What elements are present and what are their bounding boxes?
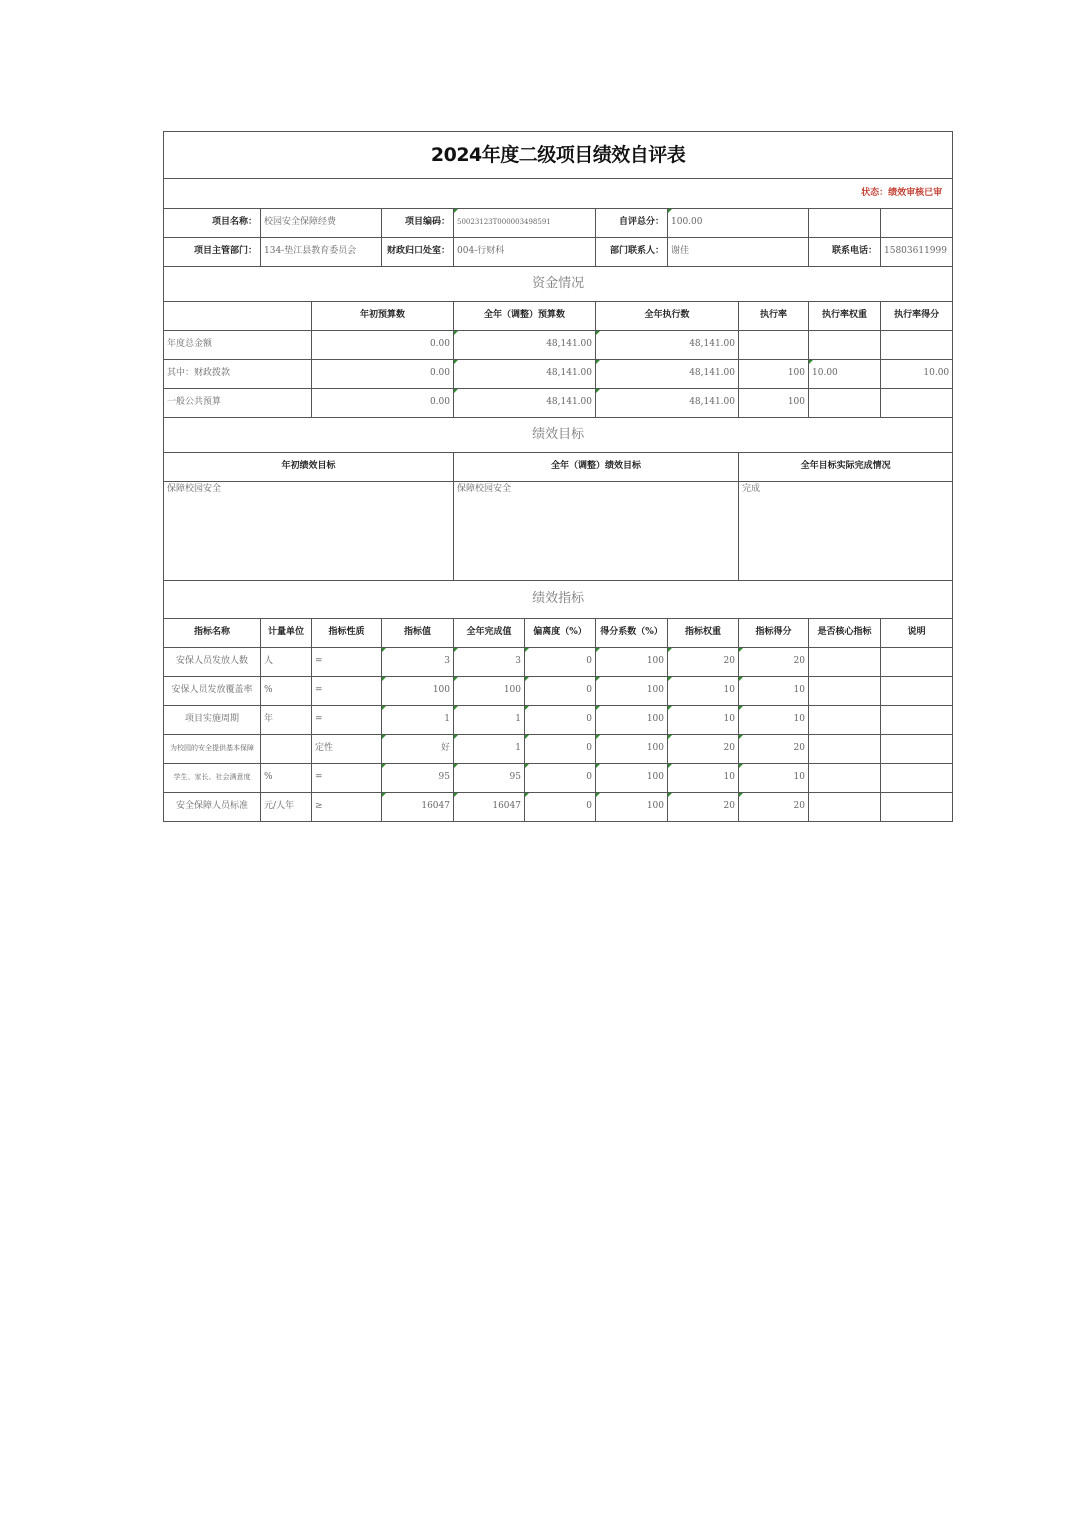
ind-weight: 20 — [668, 793, 739, 822]
goal-adjusted: 保障校园安全 — [454, 482, 739, 581]
ind-header-done: 全年完成值 — [454, 619, 525, 648]
ind-coef: 100 — [596, 677, 668, 706]
goal-actual: 完成 — [739, 482, 953, 581]
ind-target: 3 — [382, 648, 454, 677]
ind-coef: 100 — [596, 735, 668, 764]
funds-adjusted: 48,141.00 — [454, 331, 596, 360]
ind-score: 20 — [739, 793, 809, 822]
ind-core — [809, 706, 881, 735]
ind-name: 项目实施周期 — [164, 706, 261, 735]
ind-core — [809, 735, 881, 764]
funds-score — [881, 331, 953, 360]
evaluation-table — [163, 131, 953, 822]
ind-header-unit: 计量单位 — [261, 619, 312, 648]
funds-score: 10.00 — [881, 360, 953, 389]
ind-header-target: 指标值 — [382, 619, 454, 648]
ind-unit: % — [261, 764, 312, 793]
funds-rate — [739, 331, 809, 360]
table-row — [164, 331, 953, 360]
ind-weight: 20 — [668, 735, 739, 764]
project-name-value: 校园安全保障经费 — [261, 209, 382, 238]
ind-coef: 100 — [596, 648, 668, 677]
goals-section-title: 绩效目标 — [164, 418, 953, 453]
ind-note — [881, 764, 953, 793]
empty-cell — [164, 302, 312, 331]
phone-label: 联系电话： — [809, 238, 881, 267]
ind-deviation: 0 — [525, 764, 596, 793]
funds-weight — [809, 331, 881, 360]
ind-coef: 100 — [596, 793, 668, 822]
ind-done: 100 — [454, 677, 525, 706]
ind-note — [881, 793, 953, 822]
ind-note — [881, 648, 953, 677]
funds-row-label: 年度总金额 — [164, 331, 312, 360]
funds-header-adjusted: 全年（调整）预算数 — [454, 302, 596, 331]
page-title: 2024年度二级项目绩效自评表 — [164, 132, 953, 179]
ind-nature: = — [312, 677, 382, 706]
ind-unit: 年 — [261, 706, 312, 735]
ind-deviation: 0 — [525, 706, 596, 735]
goal-initial: 保障校园安全 — [164, 482, 454, 581]
ind-target: 16047 — [382, 793, 454, 822]
ind-header-coef: 得分系数（%） — [596, 619, 668, 648]
ind-core — [809, 677, 881, 706]
ind-unit: 元/人年 — [261, 793, 312, 822]
funds-initial: 0.00 — [312, 360, 454, 389]
ind-done: 1 — [454, 706, 525, 735]
ind-name: 安保人员发放人数 — [164, 648, 261, 677]
ind-deviation: 0 — [525, 677, 596, 706]
funds-executed: 48,141.00 — [596, 331, 739, 360]
ind-done: 95 — [454, 764, 525, 793]
funds-rate: 100 — [739, 360, 809, 389]
table-row — [164, 706, 953, 735]
funds-header-executed: 全年执行数 — [596, 302, 739, 331]
ind-target: 95 — [382, 764, 454, 793]
dept-value: 134-垫江县教育委员会 — [261, 238, 382, 267]
goals-header-initial: 年初绩效目标 — [164, 453, 454, 482]
goals-header-actual: 全年目标实际完成情况 — [739, 453, 953, 482]
funds-executed: 48,141.00 — [596, 389, 739, 418]
ind-unit: 人 — [261, 648, 312, 677]
ind-weight: 10 — [668, 677, 739, 706]
ind-header-deviation: 偏离度（%） — [525, 619, 596, 648]
table-row — [164, 389, 953, 418]
ind-nature: = — [312, 648, 382, 677]
ind-core — [809, 648, 881, 677]
funds-header-initial: 年初预算数 — [312, 302, 454, 331]
ind-note — [881, 735, 953, 764]
ind-coef: 100 — [596, 706, 668, 735]
status-badge: 状态：绩效审核已审 — [164, 179, 953, 209]
funds-score — [881, 389, 953, 418]
ind-score: 10 — [739, 764, 809, 793]
funds-initial: 0.00 — [312, 389, 454, 418]
table-row — [164, 360, 953, 389]
ind-score: 10 — [739, 677, 809, 706]
ind-name: 安全保障人员标准 — [164, 793, 261, 822]
funds-adjusted: 48,141.00 — [454, 360, 596, 389]
project-code-label: 项目编码： — [382, 209, 454, 238]
table-row — [164, 793, 953, 822]
funds-weight: 10.00 — [809, 360, 881, 389]
ind-done: 3 — [454, 648, 525, 677]
table-row — [164, 677, 953, 706]
ind-target: 好 — [382, 735, 454, 764]
funds-executed: 48,141.00 — [596, 360, 739, 389]
funds-row-label: 其中：财政拨款 — [164, 360, 312, 389]
self-score-label: 自评总分： — [596, 209, 668, 238]
ind-unit: % — [261, 677, 312, 706]
ind-name: 学生、家长、社会满意度 — [164, 764, 261, 793]
funds-weight — [809, 389, 881, 418]
ind-deviation: 0 — [525, 735, 596, 764]
ind-target: 1 — [382, 706, 454, 735]
ind-nature: 定性 — [312, 735, 382, 764]
indicators-section-title: 绩效指标 — [164, 581, 953, 619]
office-label: 财政归口处室： — [382, 238, 454, 267]
project-code-value: 50023123T000003498591 — [454, 209, 596, 238]
ind-nature: = — [312, 764, 382, 793]
self-score-value: 100.00 — [668, 209, 809, 238]
funds-adjusted: 48,141.00 — [454, 389, 596, 418]
performance-sheet — [163, 131, 952, 822]
ind-nature: = — [312, 706, 382, 735]
dept-label: 项目主管部门： — [164, 238, 261, 267]
ind-deviation: 0 — [525, 793, 596, 822]
funds-row-label: 一般公共预算 — [164, 389, 312, 418]
ind-note — [881, 677, 953, 706]
empty-cell — [809, 209, 881, 238]
ind-core — [809, 793, 881, 822]
ind-nature: ≥ — [312, 793, 382, 822]
ind-note — [881, 706, 953, 735]
ind-header-core: 是否核心指标 — [809, 619, 881, 648]
funds-rate: 100 — [739, 389, 809, 418]
phone-value: 15803611999 — [881, 238, 953, 267]
ind-score: 10 — [739, 706, 809, 735]
table-row — [164, 764, 953, 793]
ind-score: 20 — [739, 735, 809, 764]
ind-coef: 100 — [596, 764, 668, 793]
table-row — [164, 648, 953, 677]
ind-score: 20 — [739, 648, 809, 677]
funds-header-weight: 执行率权重 — [809, 302, 881, 331]
contact-label: 部门联系人： — [596, 238, 668, 267]
funds-initial: 0.00 — [312, 331, 454, 360]
ind-header-score: 指标得分 — [739, 619, 809, 648]
ind-header-nature: 指标性质 — [312, 619, 382, 648]
table-row — [164, 735, 953, 764]
office-value: 004-行财科 — [454, 238, 596, 267]
ind-header-name: 指标名称 — [164, 619, 261, 648]
ind-name: 安保人员发放覆盖率 — [164, 677, 261, 706]
ind-weight: 10 — [668, 706, 739, 735]
funds-section-title: 资金情况 — [164, 267, 953, 302]
ind-done: 1 — [454, 735, 525, 764]
goals-header-adjusted: 全年（调整）绩效目标 — [454, 453, 739, 482]
ind-target: 100 — [382, 677, 454, 706]
funds-header-rate: 执行率 — [739, 302, 809, 331]
ind-done: 16047 — [454, 793, 525, 822]
ind-header-note: 说明 — [881, 619, 953, 648]
ind-core — [809, 764, 881, 793]
funds-header-score: 执行率得分 — [881, 302, 953, 331]
contact-value: 谢佳 — [668, 238, 809, 267]
project-name-label: 项目名称： — [164, 209, 261, 238]
ind-weight: 10 — [668, 764, 739, 793]
ind-unit — [261, 735, 312, 764]
ind-name: 为校园的安全提供基本保障 — [164, 735, 261, 764]
ind-weight: 20 — [668, 648, 739, 677]
ind-header-weight: 指标权重 — [668, 619, 739, 648]
ind-deviation: 0 — [525, 648, 596, 677]
empty-cell — [881, 209, 953, 238]
